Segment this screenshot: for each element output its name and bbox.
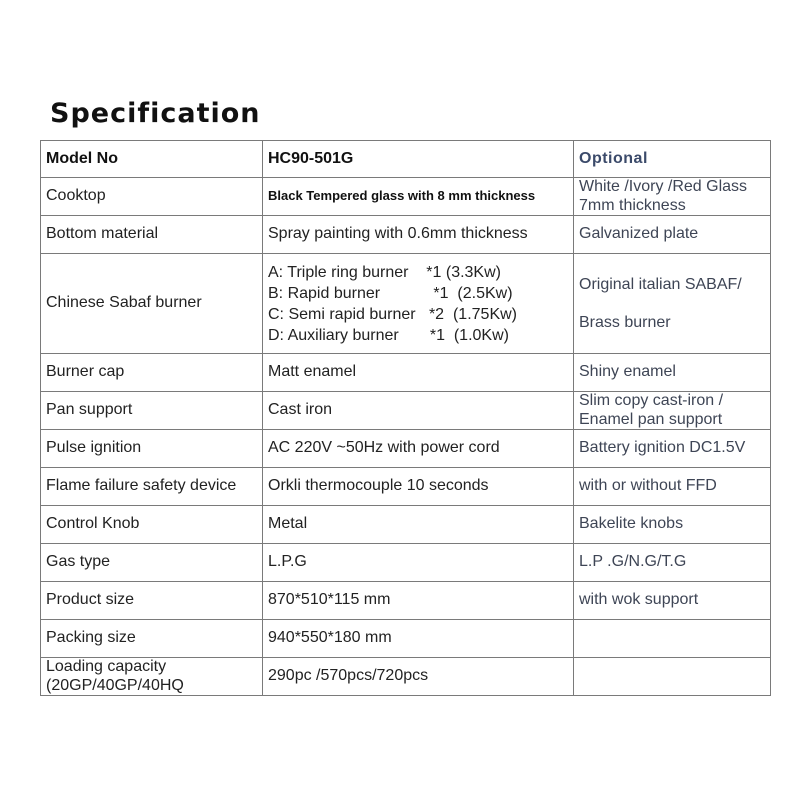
row-value-cap: Matt enamel [263,354,574,392]
table-row [41,544,771,582]
row-label-pan: Pan support [41,392,263,430]
row-value-bottom: Spray painting with 0.6mm thickness [263,216,574,254]
row-optional-pan-line1: Slim copy cast-iron / [579,392,724,410]
row-label-packing: Packing size [41,620,263,658]
row-optional-product: with wok support [574,582,771,620]
row-optional-pan-line2: Enamel pan support [579,410,723,428]
row-label-knob: Control Knob [41,506,263,544]
row-label-gas: Gas type [41,544,263,582]
burner-line-a: A: Triple ring burner *1 (3.3Kw) [268,263,501,281]
burner-line-d: D: Auxiliary burner *1 (1.0Kw) [268,326,509,344]
row-optional-knob: Bakelite knobs [574,506,771,544]
page-title: Specification [50,98,261,129]
row-optional-burner-line1: Original italian SABAF/ [579,275,742,293]
row-label-product: Product size [41,582,263,620]
row-label-cap: Burner cap [41,354,263,392]
row-value-loading: 290pc /570pcs/720pcs [263,658,574,696]
row-optional-ffd: with or without FFD [574,468,771,506]
row-value-ignition: AC 220V ~50Hz with power cord [263,430,574,468]
table-row [41,254,771,354]
table-row [41,178,771,216]
row-label-bottom: Bottom material [41,216,263,254]
header-label: Model No [41,141,263,178]
row-optional-gas: L.P .G/N.G/T.G [574,544,771,582]
table-row [41,354,771,392]
table-row [41,620,771,658]
row-label-ffd: Flame failure safety device [41,468,263,506]
row-optional-cooktop-line1: White /Ivory /Red Glass [579,178,748,196]
row-label-loading-line1: Loading capacity [46,658,167,676]
table-row [41,582,771,620]
specification-table [40,140,771,696]
burner-line-b: B: Rapid burner *1 (2.5Kw) [268,284,513,302]
table-row [41,430,771,468]
row-value-pan: Cast iron [263,392,574,430]
row-optional-cooktop-line2: 7mm thickness [579,196,686,214]
row-value-cooktop: Black Tempered glass with 8 mm thickness [268,188,536,204]
table-row [41,468,771,506]
table-row [41,658,771,696]
row-value-product: 870*510*115 mm [263,582,574,620]
row-label-burner: Chinese Sabaf burner [41,254,263,354]
header-model: HC90-501G [263,141,574,178]
row-optional-bottom: Galvanized plate [574,216,771,254]
row-label-ignition: Pulse ignition [41,430,263,468]
row-label-loading-line2: (20GP/40GP/40HQ [46,676,184,694]
row-optional-packing [574,620,771,658]
table-header-row [41,141,771,178]
table-row [41,216,771,254]
row-optional-cap: Shiny enamel [574,354,771,392]
row-optional-burner-line2: Brass burner [579,313,671,331]
header-optional: Optional [574,141,771,178]
burner-line-c: C: Semi rapid burner *2 (1.75Kw) [268,305,517,323]
table-row [41,506,771,544]
row-value-gas: L.P.G [263,544,574,582]
table-row [41,392,771,430]
row-value-packing: 940*550*180 mm [263,620,574,658]
row-optional-loading [574,658,771,696]
row-value-ffd: Orkli thermocouple 10 seconds [263,468,574,506]
row-label-cooktop: Cooktop [41,178,263,216]
row-optional-ignition: Battery ignition DC1.5V [574,430,771,468]
row-value-knob: Metal [263,506,574,544]
